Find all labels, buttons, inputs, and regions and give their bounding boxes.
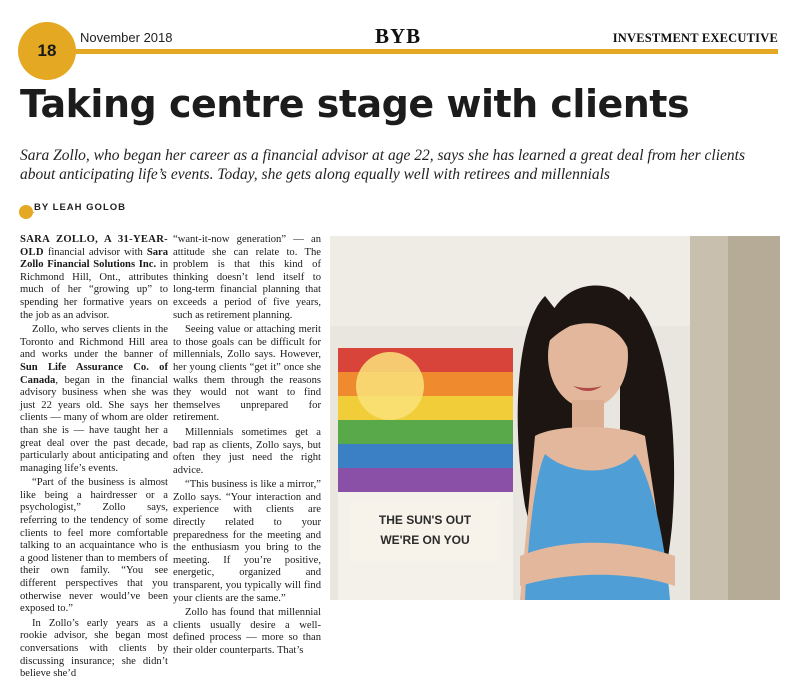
portrait-illustration [330,236,780,600]
text-run: Zollo, who serves clients in the Toronto and Richmond Hill area and works under the banner of [20,324,168,361]
text-run: in Richmond Hill, Ont., attributes much of her “growing up” to spending her formative years on the job as an advisor. [20,259,168,321]
paragraph: Seeing value or attaching merit to those goals can be difficult for millennials, Zollo says. However, her young clients “get it” once she walks them through the reasons they would not want to find themselves unprepared for retirement. [173,324,321,424]
paragraph: “This business is like a mirror,” Zollo says. “Your interaction and experience with clients are directly related to your preparedness for the meeting and the enthusiasm you bring to the meeting. If you’re positive, energetic, organized and transparent, you typically will find your clients are the same.” [173,479,321,604]
paragraph: In Zollo’s early years as a rookie advisor, she began most conversations with clients by discussing insurance; she didn’t believe she’d [20,617,168,680]
paragraph [20,324,168,475]
byline-dot [19,205,33,219]
article-headline: Taking centre stage with clients [20,82,690,126]
text-run: financial advisor with [43,246,147,258]
firm-name: Sara Zollo Financial Solutions Inc. [20,246,168,271]
issue-date: November 2018 [80,30,173,45]
byline: BY LEAH GOLOB [34,202,130,213]
article-photo [330,236,780,600]
paragraph: Zollo has found that millennial clients usually desire a well-defined process — more so than their older counterparts. That’s [173,607,321,656]
paragraph: “Part of the business is almost like being a hairdresser or a psychologist,” Zollo says, referring to the tendency of some clients to feel more comfortable talking to an acquaintance who is a good listener than to members of their own family. “You see different perspectives that you otherwise never would’ve been exposed to.” [20,477,168,615]
page-number: 18 [37,41,57,60]
sign-text-line-1: THE SUN'S OUT [378,513,472,527]
text-run: , began in the financial advisory business when she was just 22 years old. She says her clients — many of whom are older than she is — have taught her a great deal over the past decade, particularly about anticipating and managing life’s events. [20,374,168,474]
page-number-badge [18,22,76,80]
article-deck: Sara Zollo, who began her career as a financial advisor at age 22, says she has learned a great deal from her clients about anticipating life’s events. Today, she gets along equally well with retirees and millennials [20,147,745,183]
header-rule [72,49,778,54]
sign-text-line-2: WE'RE ON YOU [380,533,470,547]
woman-figure [518,285,675,600]
wall-shadow [728,236,780,600]
paragraph: “want-it-now generation” — an attitude she can relate to. The problem is that this kind of thinking doesn’t lend itself to long-term financial planning that exceeds a period of five years, such as retirement planning. [173,234,321,321]
paragraph: Millennials sometimes get a bad rap as clients, Zollo says, but often they just need the right advice. [173,426,321,476]
article-column-1 [20,234,168,683]
article-column-2 [173,234,321,660]
paragraph [20,234,168,322]
publication-name: INVESTMENT EXECUTIVE [612,31,778,45]
section-logo: BYB [375,24,422,48]
lead-in: SARA ZOLLO, A 31-YEAR-OLD [20,234,168,258]
rainbow-sign [338,348,513,600]
firm-name: Sun Life Assurance Co. of Canada [20,361,168,386]
